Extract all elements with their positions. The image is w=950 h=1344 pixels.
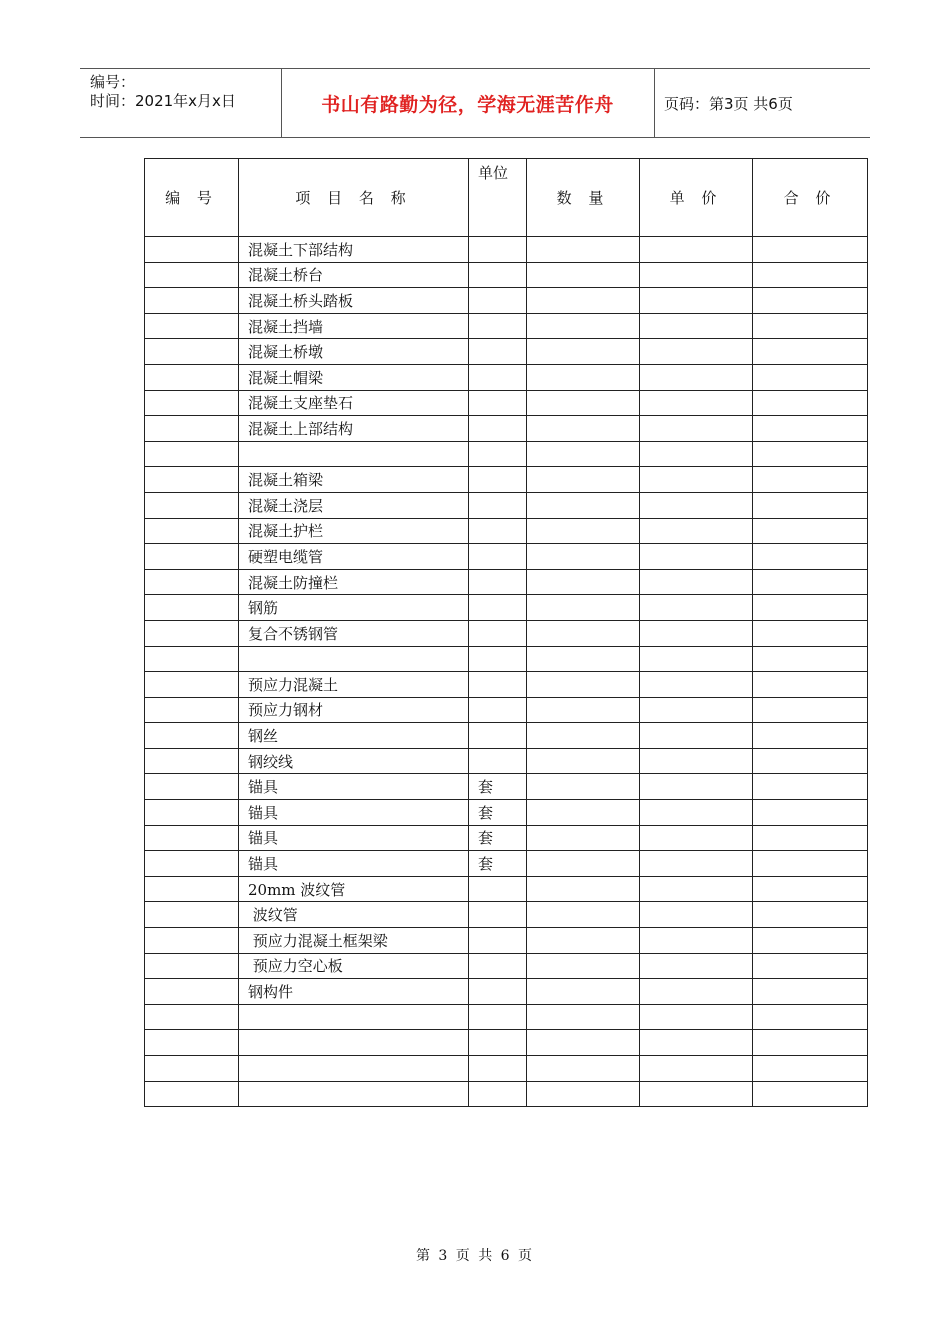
table-row bbox=[145, 467, 868, 493]
column-header-unit-price: 单 价 bbox=[640, 159, 753, 237]
cell-unit-price bbox=[640, 1030, 753, 1056]
cell-total-price bbox=[753, 723, 868, 749]
cell-total-price bbox=[753, 953, 868, 979]
table-row bbox=[145, 339, 868, 365]
cell-unit bbox=[469, 492, 527, 518]
cell-unit-price bbox=[640, 390, 753, 416]
cell-quantity bbox=[527, 492, 640, 518]
cell-item-name: 锚具 bbox=[239, 774, 469, 800]
number-label: 编号： bbox=[90, 73, 136, 91]
cell-number bbox=[145, 825, 239, 851]
cell-unit bbox=[469, 544, 527, 570]
table-row bbox=[145, 441, 868, 467]
cell-number bbox=[145, 928, 239, 954]
cell-total-price bbox=[753, 1004, 868, 1030]
cell-unit bbox=[469, 672, 527, 698]
table-row bbox=[145, 595, 868, 621]
cell-unit bbox=[469, 902, 527, 928]
cell-number bbox=[145, 1030, 239, 1056]
bill-of-quantities-table bbox=[144, 158, 868, 1107]
cell-item-name: 预应力空心板 bbox=[239, 953, 469, 979]
cell-quantity bbox=[527, 953, 640, 979]
cell-number bbox=[145, 544, 239, 570]
cell-unit bbox=[469, 979, 527, 1005]
table-row bbox=[145, 748, 868, 774]
cell-quantity bbox=[527, 262, 640, 288]
cell-unit-price bbox=[640, 1056, 753, 1082]
cell-item-name: 混凝土下部结构 bbox=[239, 237, 469, 263]
cell-item-name: 混凝土支座垫石 bbox=[239, 390, 469, 416]
cell-item-name: 混凝土防撞栏 bbox=[239, 569, 469, 595]
cell-quantity bbox=[527, 467, 640, 493]
cell-number bbox=[145, 569, 239, 595]
cell-unit-price bbox=[640, 339, 753, 365]
cell-quantity bbox=[527, 569, 640, 595]
cell-item-name: 预应力混凝土框架梁 bbox=[239, 928, 469, 954]
cell-quantity bbox=[527, 416, 640, 442]
cell-total-price bbox=[753, 979, 868, 1005]
cell-quantity bbox=[527, 825, 640, 851]
cell-number bbox=[145, 748, 239, 774]
cell-total-price bbox=[753, 237, 868, 263]
cell-number bbox=[145, 979, 239, 1005]
cell-unit bbox=[469, 595, 527, 621]
cell-total-price bbox=[753, 825, 868, 851]
cell-unit bbox=[469, 313, 527, 339]
cell-unit-price bbox=[640, 492, 753, 518]
cell-total-price bbox=[753, 544, 868, 570]
cell-total-price bbox=[753, 1056, 868, 1082]
table-row bbox=[145, 1056, 868, 1082]
cell-number bbox=[145, 876, 239, 902]
cell-total-price bbox=[753, 390, 868, 416]
cell-item-name: 20mm 波纹管 bbox=[239, 876, 469, 902]
cell-total-price bbox=[753, 748, 868, 774]
cell-quantity bbox=[527, 620, 640, 646]
table-row bbox=[145, 364, 868, 390]
cell-item-name: 混凝土桥台 bbox=[239, 262, 469, 288]
cell-quantity bbox=[527, 313, 640, 339]
cell-number bbox=[145, 1056, 239, 1082]
time-label: 时间：2021年x月x日 bbox=[90, 92, 236, 110]
cell-unit bbox=[469, 1056, 527, 1082]
cell-item-name: 混凝土上部结构 bbox=[239, 416, 469, 442]
cell-unit bbox=[469, 518, 527, 544]
cell-unit-price bbox=[640, 288, 753, 314]
cell-unit-price bbox=[640, 262, 753, 288]
table-row bbox=[145, 1081, 868, 1107]
table-row bbox=[145, 288, 868, 314]
cell-total-price bbox=[753, 876, 868, 902]
cell-number bbox=[145, 416, 239, 442]
cell-item-name bbox=[239, 1056, 469, 1082]
cell-quantity bbox=[527, 1081, 640, 1107]
table-row bbox=[145, 569, 868, 595]
cell-unit: 套 bbox=[469, 774, 527, 800]
table-row bbox=[145, 825, 868, 851]
cell-total-price bbox=[753, 518, 868, 544]
cell-item-name bbox=[239, 441, 469, 467]
cell-quantity bbox=[527, 697, 640, 723]
table-row bbox=[145, 1030, 868, 1056]
header-meta bbox=[90, 73, 236, 111]
cell-unit-price bbox=[640, 620, 753, 646]
cell-unit-price bbox=[640, 697, 753, 723]
cell-unit bbox=[469, 928, 527, 954]
cell-quantity bbox=[527, 544, 640, 570]
table-header-row bbox=[145, 159, 868, 237]
cell-quantity bbox=[527, 774, 640, 800]
cell-unit-price bbox=[640, 544, 753, 570]
cell-quantity bbox=[527, 851, 640, 877]
cell-unit: 套 bbox=[469, 851, 527, 877]
table-body bbox=[145, 237, 868, 1107]
page-header bbox=[80, 68, 870, 138]
table-row bbox=[145, 313, 868, 339]
cell-total-price bbox=[753, 441, 868, 467]
table-row bbox=[145, 492, 868, 518]
cell-unit-price bbox=[640, 467, 753, 493]
table-row bbox=[145, 928, 868, 954]
cell-number bbox=[145, 313, 239, 339]
cell-item-name bbox=[239, 1081, 469, 1107]
cell-number bbox=[145, 339, 239, 365]
cell-number bbox=[145, 646, 239, 672]
cell-unit bbox=[469, 1004, 527, 1030]
cell-quantity bbox=[527, 646, 640, 672]
cell-item-name: 波纹管 bbox=[239, 902, 469, 928]
cell-total-price bbox=[753, 672, 868, 698]
table-row bbox=[145, 518, 868, 544]
cell-unit bbox=[469, 288, 527, 314]
cell-quantity bbox=[527, 237, 640, 263]
cell-unit bbox=[469, 1081, 527, 1107]
table-row bbox=[145, 620, 868, 646]
cell-unit bbox=[469, 748, 527, 774]
cell-unit-price bbox=[640, 1081, 753, 1107]
cell-quantity bbox=[527, 518, 640, 544]
cell-quantity bbox=[527, 288, 640, 314]
cell-item-name: 复合不锈钢管 bbox=[239, 620, 469, 646]
cell-quantity bbox=[527, 1056, 640, 1082]
cell-number bbox=[145, 723, 239, 749]
table-row bbox=[145, 800, 868, 826]
cell-unit-price bbox=[640, 774, 753, 800]
cell-item-name: 混凝土帽梁 bbox=[239, 364, 469, 390]
cell-item-name: 混凝土桥头踏板 bbox=[239, 288, 469, 314]
header-page-label: 页码：第3页 共6页 bbox=[664, 94, 793, 113]
table-row bbox=[145, 1004, 868, 1030]
table-row bbox=[145, 876, 868, 902]
cell-item-name: 混凝土箱梁 bbox=[239, 467, 469, 493]
cell-unit-price bbox=[640, 1004, 753, 1030]
cell-number bbox=[145, 774, 239, 800]
cell-item-name bbox=[239, 1030, 469, 1056]
table-row bbox=[145, 646, 868, 672]
cell-unit bbox=[469, 467, 527, 493]
cell-item-name bbox=[239, 646, 469, 672]
cell-item-name bbox=[239, 1004, 469, 1030]
cell-quantity bbox=[527, 1030, 640, 1056]
cell-unit-price bbox=[640, 800, 753, 826]
cell-quantity bbox=[527, 339, 640, 365]
cell-unit bbox=[469, 364, 527, 390]
cell-unit-price bbox=[640, 851, 753, 877]
cell-quantity bbox=[527, 800, 640, 826]
cell-total-price bbox=[753, 620, 868, 646]
cell-unit-price bbox=[640, 928, 753, 954]
cell-item-name: 硬塑电缆管 bbox=[239, 544, 469, 570]
cell-item-name: 钢构件 bbox=[239, 979, 469, 1005]
cell-total-price bbox=[753, 288, 868, 314]
cell-unit-price bbox=[640, 569, 753, 595]
cell-unit bbox=[469, 953, 527, 979]
table-row bbox=[145, 672, 868, 698]
cell-number bbox=[145, 288, 239, 314]
table-row bbox=[145, 953, 868, 979]
cell-total-price bbox=[753, 492, 868, 518]
cell-total-price bbox=[753, 902, 868, 928]
cell-unit-price bbox=[640, 672, 753, 698]
column-header-unit: 单位 bbox=[469, 159, 527, 237]
cell-number bbox=[145, 441, 239, 467]
cell-quantity bbox=[527, 1004, 640, 1030]
cell-total-price bbox=[753, 339, 868, 365]
cell-unit bbox=[469, 390, 527, 416]
cell-total-price bbox=[753, 697, 868, 723]
cell-unit bbox=[469, 237, 527, 263]
cell-unit bbox=[469, 569, 527, 595]
cell-unit bbox=[469, 620, 527, 646]
cell-number bbox=[145, 390, 239, 416]
cell-unit: 套 bbox=[469, 825, 527, 851]
cell-quantity bbox=[527, 441, 640, 467]
column-header-number: 编 号 bbox=[145, 159, 239, 237]
cell-number bbox=[145, 1004, 239, 1030]
cell-unit-price bbox=[640, 364, 753, 390]
cell-number bbox=[145, 518, 239, 544]
cell-total-price bbox=[753, 800, 868, 826]
cell-unit bbox=[469, 441, 527, 467]
cell-total-price bbox=[753, 416, 868, 442]
cell-quantity bbox=[527, 928, 640, 954]
cell-unit-price bbox=[640, 237, 753, 263]
cell-quantity bbox=[527, 748, 640, 774]
cell-unit bbox=[469, 646, 527, 672]
cell-item-name: 锚具 bbox=[239, 851, 469, 877]
cell-total-price bbox=[753, 1030, 868, 1056]
cell-unit-price bbox=[640, 748, 753, 774]
cell-number bbox=[145, 672, 239, 698]
cell-item-name: 钢筋 bbox=[239, 595, 469, 621]
cell-number bbox=[145, 902, 239, 928]
cell-unit bbox=[469, 697, 527, 723]
cell-total-price bbox=[753, 1081, 868, 1107]
cell-total-price bbox=[753, 313, 868, 339]
header-divider bbox=[654, 69, 655, 137]
cell-item-name: 钢绞线 bbox=[239, 748, 469, 774]
cell-quantity bbox=[527, 364, 640, 390]
cell-item-name: 混凝土护栏 bbox=[239, 518, 469, 544]
cell-quantity bbox=[527, 672, 640, 698]
cell-unit-price bbox=[640, 902, 753, 928]
cell-quantity bbox=[527, 723, 640, 749]
cell-number bbox=[145, 851, 239, 877]
cell-item-name: 锚具 bbox=[239, 825, 469, 851]
cell-unit-price bbox=[640, 979, 753, 1005]
table-row bbox=[145, 390, 868, 416]
cell-unit-price bbox=[640, 441, 753, 467]
cell-total-price bbox=[753, 569, 868, 595]
cell-quantity bbox=[527, 979, 640, 1005]
table-row bbox=[145, 237, 868, 263]
cell-total-price bbox=[753, 467, 868, 493]
cell-number bbox=[145, 800, 239, 826]
cell-total-price bbox=[753, 646, 868, 672]
cell-unit bbox=[469, 1030, 527, 1056]
cell-total-price bbox=[753, 774, 868, 800]
cell-unit: 套 bbox=[469, 800, 527, 826]
cell-item-name: 锚具 bbox=[239, 800, 469, 826]
cell-quantity bbox=[527, 595, 640, 621]
cell-total-price bbox=[753, 364, 868, 390]
table-row bbox=[145, 262, 868, 288]
table-row bbox=[145, 416, 868, 442]
cell-number bbox=[145, 595, 239, 621]
cell-number bbox=[145, 620, 239, 646]
cell-unit bbox=[469, 262, 527, 288]
cell-number bbox=[145, 364, 239, 390]
cell-total-price bbox=[753, 595, 868, 621]
cell-quantity bbox=[527, 902, 640, 928]
cell-unit-price bbox=[640, 953, 753, 979]
table-row bbox=[145, 851, 868, 877]
cell-quantity bbox=[527, 876, 640, 902]
cell-unit bbox=[469, 876, 527, 902]
cell-item-name: 预应力钢材 bbox=[239, 697, 469, 723]
table-row bbox=[145, 774, 868, 800]
cell-unit bbox=[469, 339, 527, 365]
table-row bbox=[145, 544, 868, 570]
column-header-quantity: 数 量 bbox=[527, 159, 640, 237]
cell-total-price bbox=[753, 928, 868, 954]
page-footer: 第 3 页 共 6 页 bbox=[415, 1248, 535, 1264]
cell-unit-price bbox=[640, 595, 753, 621]
cell-unit-price bbox=[640, 876, 753, 902]
cell-unit-price bbox=[640, 825, 753, 851]
cell-unit-price bbox=[640, 723, 753, 749]
table-row bbox=[145, 902, 868, 928]
cell-unit bbox=[469, 723, 527, 749]
cell-unit bbox=[469, 416, 527, 442]
cell-unit-price bbox=[640, 646, 753, 672]
cell-number bbox=[145, 467, 239, 493]
cell-item-name: 混凝土挡墙 bbox=[239, 313, 469, 339]
cell-item-name: 预应力混凝土 bbox=[239, 672, 469, 698]
cell-number bbox=[145, 492, 239, 518]
header-motto: 书山有路勤为径，学海无涯苦作舟 bbox=[321, 93, 614, 116]
cell-quantity bbox=[527, 390, 640, 416]
cell-unit-price bbox=[640, 416, 753, 442]
cell-item-name: 钢丝 bbox=[239, 723, 469, 749]
column-header-item-name: 项 目 名 称 bbox=[239, 159, 469, 237]
cell-number bbox=[145, 237, 239, 263]
table-row bbox=[145, 697, 868, 723]
cell-total-price bbox=[753, 851, 868, 877]
column-header-total-price: 合 价 bbox=[753, 159, 868, 237]
cell-number bbox=[145, 262, 239, 288]
cell-number bbox=[145, 697, 239, 723]
cell-number bbox=[145, 953, 239, 979]
table-row bbox=[145, 979, 868, 1005]
table-row bbox=[145, 723, 868, 749]
cell-unit-price bbox=[640, 313, 753, 339]
cell-unit-price bbox=[640, 518, 753, 544]
cell-item-name: 混凝土桥墩 bbox=[239, 339, 469, 365]
cell-item-name: 混凝土浇层 bbox=[239, 492, 469, 518]
cell-number bbox=[145, 1081, 239, 1107]
cell-total-price bbox=[753, 262, 868, 288]
